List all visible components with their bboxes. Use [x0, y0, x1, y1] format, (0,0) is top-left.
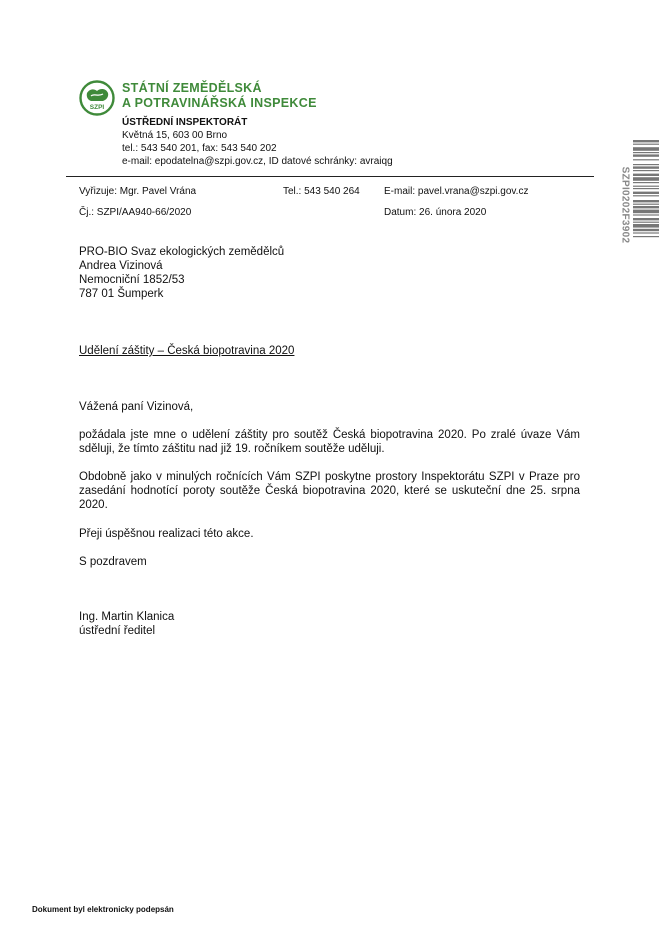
- barcode-bar: [633, 236, 659, 237]
- org-name-line1: STÁTNÍ ZEMĚDĚLSKÁ: [122, 81, 262, 95]
- org-email-line: e-mail: epodatelna@szpi.gov.cz, ID datové schránky: avraiqg: [122, 156, 393, 167]
- reference-number: Čj.: SZPI/AA940-66/2020: [79, 207, 192, 218]
- barcode-bar: [633, 154, 659, 156]
- electronic-signature-note: Dokument byl elektronicky podepsán: [32, 905, 174, 914]
- barcode-bar: [633, 210, 659, 214]
- org-name-line2: A POTRAVINÁŘSKÁ INSPEKCE: [122, 96, 317, 110]
- letter-paragraph-2: Obdobně jako v minulých ročnících Vám SZPI poskytne prostory Inspektorátu SZPI v Praze pro zasedání hodnotící poroty soutěže Česká biopotravina 2020, které se uskuteční dne 25. srpna 2020.: [79, 471, 580, 511]
- letter-date: Datum: 26. února 2020: [384, 207, 487, 218]
- contact-email: E-mail: pavel.vrana@szpi.gov.cz: [384, 186, 529, 197]
- letter-paragraph-1: požádala jste mne o udělení záštity pro soutěž Česká biopotravina 2020. Po zralé úvaze Vám sděluji, že tímto záštitu nad již 19. ročníkem soutěže uděluji.: [79, 429, 580, 455]
- barcode-bar: [633, 192, 659, 194]
- szpi-logo: [79, 80, 115, 116]
- header-divider: [66, 176, 594, 177]
- letter-paragraph-3: Přeji úspěšnou realizaci této akce.: [79, 528, 254, 540]
- barcode-bar: [633, 170, 659, 171]
- letter-subject: Udělení záštity – Česká biopotravina 2020: [79, 345, 295, 357]
- logo-text: SZPI: [89, 104, 105, 111]
- recipient-street: Nemocniční 1852/53: [79, 274, 185, 286]
- handled-by: Vyřizuje: Mgr. Pavel Vrána: [79, 186, 197, 197]
- barcode: [618, 140, 660, 270]
- barcode-bar: [633, 182, 659, 183]
- signatory-name: Ing. Martin Klanica: [79, 611, 175, 623]
- barcode-bar: [633, 186, 659, 187]
- recipient-organization: PRO-BIO Svaz ekologických zemědělců: [79, 246, 285, 258]
- letter-closing: S pozdravem: [79, 556, 147, 568]
- barcode-bar: [633, 214, 659, 215]
- barcode-bars: [633, 140, 659, 270]
- barcode-bar: [633, 200, 659, 202]
- barcode-bar: [633, 177, 659, 181]
- signatory-title: ústřední ředitel: [79, 625, 156, 637]
- barcode-bar: [633, 218, 659, 220]
- barcode-bar: [633, 174, 659, 176]
- barcode-bar: [633, 222, 659, 223]
- barcode-bar: [633, 166, 659, 168]
- org-phone-fax: tel.: 543 540 201, fax: 543 540 202: [122, 143, 277, 154]
- contact-phone: Tel.: 543 540 264: [283, 186, 360, 197]
- recipient-name: Andrea Vizinová: [79, 260, 163, 272]
- barcode-bar: [633, 159, 659, 160]
- department-name: ÚSTŘEDNÍ INSPEKTORÁT: [122, 117, 248, 128]
- barcode-bar: [633, 144, 659, 145]
- barcode-bar: [633, 204, 659, 205]
- letter-greeting: Vážená paní Vizinová,: [79, 401, 194, 413]
- recipient-city: 787 01 Šumperk: [79, 288, 164, 300]
- barcode-bar: [633, 195, 659, 196]
- barcode-bar: [633, 188, 659, 189]
- barcode-bar: [633, 152, 659, 153]
- barcode-bar: [633, 147, 659, 151]
- barcode-bar: [633, 206, 659, 208]
- org-address: Květná 15, 603 00 Brno: [122, 130, 228, 141]
- barcode-bar: [633, 232, 659, 233]
- barcode-bar: [633, 224, 659, 228]
- barcode-bar: [633, 229, 659, 231]
- barcode-code: SZPI0202F3902: [619, 166, 631, 244]
- barcode-bar: [633, 164, 659, 165]
- barcode-bar: [633, 140, 659, 142]
